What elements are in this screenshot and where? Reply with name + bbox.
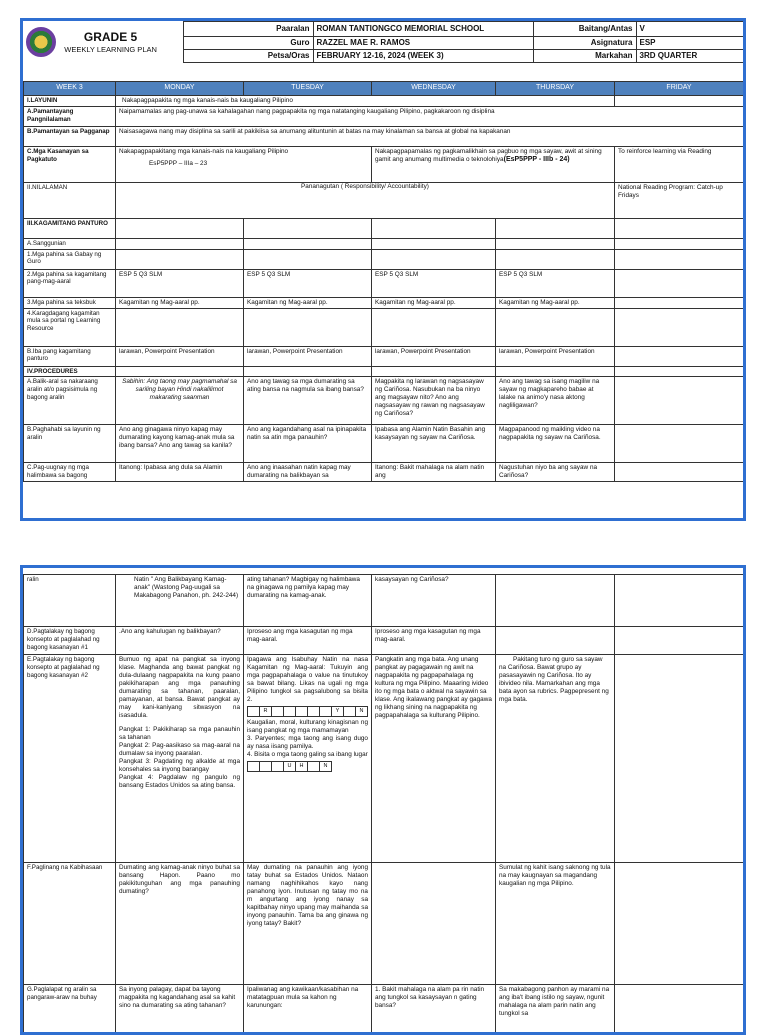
week-label: WEEK 3 (24, 82, 116, 96)
empty-cell (116, 308, 244, 346)
pangkat-1: Pangkat 1: Pakikiharap sa mga panauhin sa tahanan (119, 726, 240, 741)
row-label: B.Pamantayan sa Pagganap (24, 126, 116, 146)
empty-cell (615, 627, 744, 655)
paguugnay-tuesday: Ano ang inaasahan natin kapag may dumarating na balikbayan sa (244, 463, 372, 482)
empty-cell (372, 249, 496, 269)
e-tuesday-item-3: 3. Paryentes; mga taong ang isang dugo ay nasa iisang pamilya. (247, 735, 368, 750)
row-kasanayan (24, 146, 744, 182)
day-monday: MONDAY (116, 82, 244, 96)
empty-cell (615, 218, 744, 238)
teksbuk-monday: Kagamitan ng Mag-aaral pp. (116, 297, 244, 308)
row-label: E.Pagtalakay ng bagong konsepto at paglalahad ng bagong kasanayan #2 (24, 655, 116, 863)
empty-cell (615, 463, 744, 482)
e-thursday: Pakitang turo ng guro sa sayaw na Cariñosa. Bawat grupo ay pasasayawin ng Cariñosa. Ito ay ibivideo nila. Mamarkahan ang mga bata ayon sa rubrics. Pagpepresent ng mga bata. (496, 655, 615, 863)
petsa-value: FEBRUARY 12-16, 2024 (WEEK 3) (313, 50, 533, 63)
empty-cell (372, 218, 496, 238)
empty-cell (615, 249, 744, 269)
empty-cell (615, 308, 744, 346)
empty-cell (615, 269, 744, 297)
paghahabi-monday: Ano ang ginagawa ninyo kapag may dumarating kayong kamag-anak mula sa ibang bansa? Ano ang tawag sa kanila? (116, 425, 244, 463)
box-letter: Y (332, 707, 344, 717)
row-paglalapat (24, 985, 744, 1035)
row-label: D.Pagtalakay ng bagong konsepto at paglalahad ng bagong kasanayan #1 (24, 627, 116, 655)
f-thursday: Sumulat ng kahit isang saknong ng tula na may kaugnayan sa magandang kaugalian ng mga Pilipino. (496, 863, 615, 985)
teksbuk-wednesday: Kagamitan ng Mag-aaral pp. (372, 297, 496, 308)
empty-cell (496, 218, 615, 238)
balik-tuesday: Ano ang tawag sa mga dumarating sa ating bansa na nagmula sa ibang bansa? (244, 377, 372, 425)
g-monday: Sa inyong palagay, dapat ba tayong magpakita ng kagandahang asal sa kahit sino na dumarating sa ating tahanan? (116, 985, 244, 1035)
row-nilalaman (24, 182, 744, 218)
row-label: III.KAGAMITANG PANTURO (24, 218, 116, 238)
kasanayan-a-text: Nakapagpapakitang mga kanais-nais na kaugaliang Pilipino (119, 147, 289, 155)
row-layunin (24, 95, 744, 106)
empty-cell (615, 346, 744, 366)
grade-title: GRADE 5 (83, 29, 138, 44)
kasanayan-a-code: EsP5PPP – IIIa – 23 (149, 159, 208, 167)
paguugnay-thursday: Nagustuhan niyo ba ang sayaw na Cariñosa? (496, 463, 615, 482)
empty-cell (496, 249, 615, 269)
empty-cell (116, 249, 244, 269)
row-label: B.Paghahabi sa layunin ng aralin (24, 425, 116, 463)
empty-cell (244, 308, 372, 346)
paghahabi-tuesday: Ano ang kagandahang asal na ipinapakita natin sa atin mga panauhin? (244, 425, 372, 463)
empty-cell (615, 366, 744, 377)
empty-cell (372, 863, 496, 985)
row-label: 2.Mga pahina sa kagamitang pang-mag-aaral (24, 269, 116, 297)
header-table (23, 21, 744, 63)
day-tuesday: TUESDAY (244, 82, 372, 96)
box-letter: N (320, 762, 332, 772)
nilalaman-text: Pananagutan ( Responsibility/ Accountability) (116, 182, 615, 218)
slm-wednesday: ESP 5 Q3 SLM (372, 269, 496, 297)
row-pagtalakay-2 (24, 655, 744, 863)
empty-cell (372, 308, 496, 346)
baitang-value: V (636, 22, 743, 37)
row-label: G.Paglalapat ng aralin sa pangaraw-araw na buhay (24, 985, 116, 1035)
box (284, 707, 296, 717)
balik-wednesday: Magpakita ng larawan ng nagsasayaw ng Cariñosa. Nasubukan na ba ninyo ang magsayaw nito? Ano ang nagsasayaw ng rawan ng nagsasayaw ng Cariñosa? (372, 377, 496, 425)
row-label: 1.Mga pahina sa Gabay ng Guro (24, 249, 116, 269)
plan-table-2 (23, 574, 744, 1035)
larawan-wednesday: larawan, Powerpoint Presentation (372, 346, 496, 366)
guro-label: Guro (183, 37, 313, 50)
cont-tuesday: ating tahanan? Magbigay ng halimbawa na ginagawa ng pamilya kapag may dumarating na kamag-anak. (244, 575, 372, 627)
kasanayan-b-code: (EsP5PPP - IIIb - 24) (503, 155, 570, 163)
empty-cell (496, 575, 615, 627)
d-wednesday: Iproseso ang mga kasagutan ng mga mag-aaral. (372, 627, 496, 655)
page-2 (20, 565, 746, 1035)
empty-cell (615, 985, 744, 1035)
pangkat-3: Pangkat 3: Pagdating ng alkalde at mga konsehales sa inyong barangay (119, 758, 240, 773)
pangkat-2: Pangkat 2: Pag-aasikaso sa mag-aaral na dumalaw sa inyong paaralan. (119, 742, 240, 757)
pangkat-4: Pangkat 4: Pagdalaw ng pangulo ng bansang Estados Unidos sa ating bansa. (119, 774, 240, 789)
empty-cell (496, 238, 615, 249)
empty-cell (496, 308, 615, 346)
box (308, 707, 320, 717)
box-letter: U (284, 762, 296, 772)
kasanayan-a-cell (116, 146, 372, 182)
row-kagamitang-pang-mag-aaral (24, 269, 744, 297)
row-kagamitan (24, 218, 744, 238)
box (272, 762, 284, 772)
day-wednesday: WEDNESDAY (372, 82, 496, 96)
row-label: C.Mga Kasanayan sa Pagkatuto (24, 146, 116, 182)
kasanayan-b-cell (372, 146, 615, 182)
paguugnay-wednesday: Itanong: Bakit mahalaga na alam natin ang (372, 463, 496, 482)
row-balik-aral (24, 377, 744, 425)
e-tuesday-item-4: 4. Bisita o mga taong galing sa ibang lugar (247, 751, 368, 758)
empty-cell (244, 218, 372, 238)
row-label: A.Pamantayang Pangnilalaman (24, 106, 116, 126)
row-teksbuk (24, 297, 744, 308)
box (320, 707, 332, 717)
box-letter: H (296, 762, 308, 772)
e-tuesday (244, 655, 372, 863)
row-iba-pang-kagamitan (24, 346, 744, 366)
e-tuesday-intro: Ipagawa ang Isabuhay Natin na nasa Kagamitan ng Mag-aaral: Tukuyin ang mga pagpapahalaga o value na tinutukoy sa bawat bilang. Likas na ugali ng mga Pilipino tungkol sa pagsalubong sa bisita 2. (247, 656, 368, 703)
baitang-label: Baitang/Antas (533, 22, 636, 37)
row-pamantayang (24, 106, 744, 126)
cont-wednesday: kasaysayan ng Cariñosa? (372, 575, 496, 627)
plan-table-1 (23, 81, 744, 482)
box (308, 762, 320, 772)
pamantayang-text: Naipamamalas ang pag-unawa sa kahalagahan nang pagpapakita ng mga natatanging kaugaliang Pilipino, pagkakaroon ng disiplina (116, 106, 744, 126)
box (248, 762, 260, 772)
slm-tuesday: ESP 5 Q3 SLM (244, 269, 372, 297)
petsa-label: Petsa/Oras (183, 50, 313, 63)
empty-cell (372, 366, 496, 377)
row-pag-uugnay (24, 463, 744, 482)
row-sanggunian (24, 238, 744, 249)
box (344, 707, 356, 717)
asignatura-value: ESP (636, 37, 743, 50)
empty-cell (116, 366, 244, 377)
row-label: I.LAYUNIN (24, 95, 116, 106)
paaralan-value: ROMAN TANTIONGCO MEMORIAL SCHOOL (313, 22, 533, 37)
d-tuesday: Iproseso ang mga kasagutan ng mga mag-aaral. (244, 627, 372, 655)
kasanayan-friday: To reinforce learning via Reading (615, 146, 744, 182)
row-label: II.NILALAMAN (24, 182, 116, 218)
balik-thursday: Ano ang tawag sa isang magiliw na sayaw ng magkapareho babae at lalake na animo'y nasa aktong nagliligawan? (496, 377, 615, 425)
row-portal (24, 308, 744, 346)
row-label: ralin (24, 575, 116, 627)
e-wednesday: Pangkatin ang mga bata. Ang unang pangkat ay pagagawain ng awit na nagpapakita ng pagpapahalaga ng kultura ng mga Pilipino. Maaaring ivideo ito ng mga bata o aktwal na sayawin sa klase. Ang ikalawang pangkat ay gagawa ng likhang sining na nagpapakita ng pagpapahalaga sa kulturang Pilipino. (372, 655, 496, 863)
empty-cell (615, 377, 744, 425)
teksbuk-thursday: Kagamitan ng Mag-aaral pp. (496, 297, 615, 308)
empty-cell (615, 238, 744, 249)
box (296, 707, 308, 717)
teksbuk-tuesday: Kagamitan ng Mag-aaral pp. (244, 297, 372, 308)
paghahabi-wednesday: Ipabasa ang Alamin Natin Basahin ang kasaysayan ng sayaw na Cariñosa. (372, 425, 496, 463)
box (260, 762, 272, 772)
row-pagtalakay-1 (24, 627, 744, 655)
f-tuesday: May dumating na panauhin ang iyong tatay buhat sa Estados Unidos. Nataon namang naghihikahos kayo nang panahong iyon. Inutusan ng tatay mo na m angurtang ang iyong nanay sa kapitbahay ninyo upang may maihanda sa inyong panauhin. Tama ba ang ginawa ng iyong tatay? Bakit? (244, 863, 372, 985)
day-friday: FRIDAY (615, 82, 744, 96)
row-gabay (24, 249, 744, 269)
layunin-text: Nakapagpapakita ng mga kanais-nais ba kaugaliang Pilipino (116, 95, 615, 106)
balik-monday: Sabihin: Ang taong may pagmamahal sa sariling bayan Hindi nakalilimot makarating saanman (116, 377, 244, 425)
d-monday: .Ano ang kahulugan ng balikbayan? (116, 627, 244, 655)
empty-cell (615, 655, 744, 863)
g-thursday: Sa makabagong panhon ay marami na ang iba't ibang istilo ng sayaw, ngunit mahalaga na alam parin natin ang tungkol sa (496, 985, 615, 1035)
box (248, 707, 260, 717)
asignatura-label: Asignatura (533, 37, 636, 50)
empty-cell (615, 575, 744, 627)
deped-seal-icon (26, 27, 56, 57)
box (272, 707, 284, 717)
box-letter: N (356, 707, 368, 717)
row-label: IV.PROCEDURES (24, 366, 116, 377)
plan-title: WEEKLY LEARNING PLAN (64, 44, 157, 54)
empty-cell (244, 238, 372, 249)
kasanayan-b-text: Nakapagpapamalas ng pagkamalikhain sa pagbuo ng mga sayaw, awit at sining gamit ang anumang multimedia o teknolohiya (375, 147, 602, 163)
empty-cell (244, 249, 372, 269)
empty-cell (615, 425, 744, 463)
slm-thursday: ESP 5 Q3 SLM (496, 269, 615, 297)
row-paglinang (24, 863, 744, 985)
row-pagganap (24, 126, 744, 146)
empty-cell (496, 366, 615, 377)
f-monday: Dumating ang kamag-anak ninyo buhat sa bansang Hapon. Paano mo pakikitunguhan ang mga panauhing dumating? (116, 863, 244, 985)
markahan-label: Markahan (533, 50, 636, 63)
markahan-value: 3RD QUARTER (636, 50, 743, 63)
g-wednesday: 1. Bakit mahalaga na alam pa rin natin ang tungkol sa kasaysayan n gating bansa? (372, 985, 496, 1035)
box-letter: R (260, 707, 272, 717)
e-tuesday-item-2: Kaugalian, moral, kulturang kinagisnan ng isang pangkat ng mga mamamayan (247, 719, 368, 734)
nilalaman-friday: National Reading Program: Catch-up Fridays (615, 182, 744, 218)
row-continued (24, 575, 744, 627)
cont-monday: Natin " Ang Balikbayang Kamag-anak" (Wastong Pag-uugali sa Makabagong Panahon, ph. 242-244) (116, 575, 244, 627)
larawan-tuesday: larawan, Powerpoint Presentation (244, 346, 372, 366)
row-label: 3.Mga pahina sa teksbuk (24, 297, 116, 308)
pagganap-text: Naisasagawa nang may disiplina sa sarili at pakikiisa sa anumang alituntunin at batas na may kinalaman sa bansa at global na kapakanan (116, 126, 744, 146)
row-label: B.Iba pang kagamitang panturo (24, 346, 116, 366)
paguugnay-monday: Itanong: Ipabasa ang dula sa Alamin (116, 463, 244, 482)
guro-value: RAZZEL MAE R. RAMOS (313, 37, 533, 50)
paghahabi-thursday: Magpapanood ng maikling video na nagpapakita ng sayaw na Cariñosa. (496, 425, 615, 463)
word-boxes-1 (247, 706, 368, 717)
day-thursday: THURSDAY (496, 82, 615, 96)
empty-cell (116, 238, 244, 249)
day-header-row (24, 82, 744, 96)
larawan-monday: larawan, Powerpoint Presentation (116, 346, 244, 366)
empty-cell (244, 366, 372, 377)
row-label: F.Paglinang na Kabihasaan (24, 863, 116, 985)
row-label: C.Pag-uugnay ng mga halimbawa sa bagong (24, 463, 116, 482)
e-monday-intro: Bumuo ng apat na pangkat sa inyong klase. Maghanda ang bawat pangkat ng dula-dulaang nagpapakita na kung paano pakikiharapan ang mga panauhing dumarating sa tahanan, paaralan, pamayanan, at bansa. Bawat pangkat ay may kani-kaniyang sitwasyon na isasadula. (119, 656, 240, 719)
empty-cell (116, 218, 244, 238)
row-paghahabi (24, 425, 744, 463)
empty-cell (615, 863, 744, 985)
empty-cell (615, 297, 744, 308)
empty-cell (372, 238, 496, 249)
paaralan-label: Paaralan (183, 22, 313, 37)
row-label: 4.Karagdagang kagamitan mula sa portal ng Learning Resource (24, 308, 116, 346)
empty-cell (615, 95, 744, 106)
word-boxes-2 (247, 761, 332, 772)
g-tuesday: Ipaliwanag ang kawikaan/kasabihan na matatagpuan mula sa kahon ng karunungan: (244, 985, 372, 1035)
larawan-thursday: larawan, Powerpoint Presentation (496, 346, 615, 366)
page-1 (20, 18, 746, 521)
header-title-block (23, 22, 183, 63)
row-procedures (24, 366, 744, 377)
e-monday (116, 655, 244, 863)
empty-cell (496, 627, 615, 655)
row-label: A.Sanggunian (24, 238, 116, 249)
slm-monday: ESP 5 Q3 SLM (116, 269, 244, 297)
row-label: A.Balik-aral sa nakaraang aralin at/o pagsisimula ng bagong aralin (24, 377, 116, 425)
